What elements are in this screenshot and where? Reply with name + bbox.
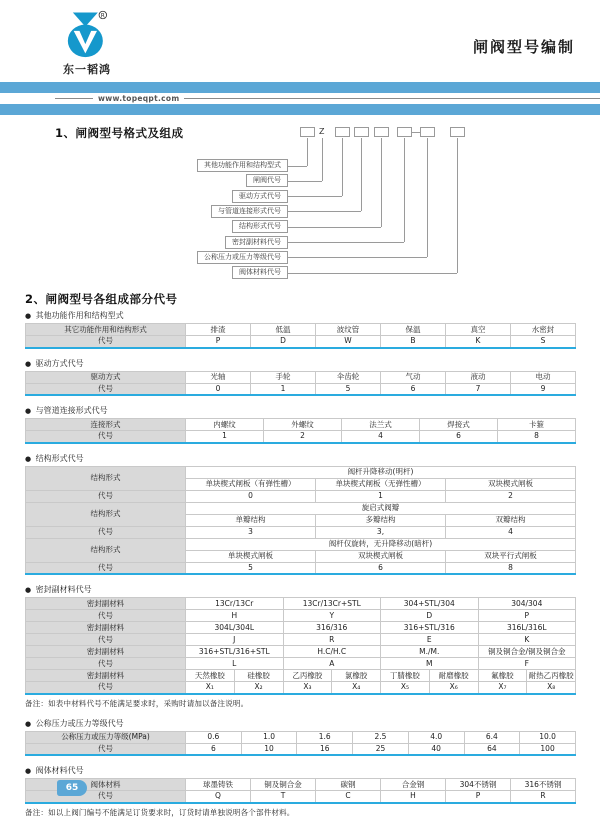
table-cell: K bbox=[478, 634, 576, 646]
row-header: 代号 bbox=[26, 791, 186, 803]
row-header: 其它功能作用和结构形式 bbox=[26, 324, 186, 336]
table-cell: 40 bbox=[408, 743, 464, 755]
table-row bbox=[26, 431, 576, 443]
table-cell: 1 bbox=[316, 490, 446, 502]
table-cell: 304+STL/304 bbox=[381, 598, 479, 610]
table-row bbox=[26, 598, 576, 610]
table-row bbox=[26, 466, 576, 478]
table-cell: 64 bbox=[464, 743, 520, 755]
table-cell: 10 bbox=[241, 743, 297, 755]
row-header: 阀体材料 bbox=[26, 779, 186, 791]
row-header: 代号 bbox=[26, 526, 186, 538]
table-cell: 单块楔式闸板（有弹性槽） bbox=[186, 478, 316, 490]
model-digit-box bbox=[300, 127, 315, 137]
table-row bbox=[26, 731, 576, 743]
row-header: 代号 bbox=[26, 682, 186, 694]
table-cell: 法兰式 bbox=[342, 419, 420, 431]
row-header: 密封副材料 bbox=[26, 622, 186, 634]
row-header: 代号 bbox=[26, 743, 186, 755]
table-cell: 6 bbox=[316, 562, 446, 574]
table-cell: 丁腈橡胶 bbox=[381, 670, 430, 682]
code-table bbox=[25, 778, 576, 804]
table-cell: 6 bbox=[186, 743, 242, 755]
row-header: 代号 bbox=[26, 431, 186, 443]
table-cell: 天然橡胶 bbox=[186, 670, 235, 682]
code-table-block bbox=[25, 405, 575, 444]
table-cell: 双块楔式闸板 bbox=[446, 478, 576, 490]
table-title-text: 驱动方式代号 bbox=[33, 358, 84, 368]
valve-type-code: Z bbox=[319, 127, 325, 136]
connector-line bbox=[342, 138, 343, 196]
connector-line bbox=[288, 196, 342, 197]
code-table-block bbox=[25, 584, 575, 709]
row-header: 代号 bbox=[26, 383, 186, 395]
table-cell: 8 bbox=[446, 562, 576, 574]
table-cell: T bbox=[251, 791, 316, 803]
table-cell: 氯橡胶 bbox=[332, 670, 381, 682]
bullet-icon: ● bbox=[25, 586, 32, 594]
table-row bbox=[26, 419, 576, 431]
table-cell: 0.6 bbox=[186, 731, 242, 743]
table-cell: C bbox=[316, 791, 381, 803]
company-logo-icon bbox=[61, 10, 113, 60]
row-header: 结构形式 bbox=[26, 466, 186, 490]
connector-line bbox=[288, 211, 361, 212]
table-title bbox=[25, 405, 575, 416]
code-table-block bbox=[25, 453, 575, 576]
table-cell: 4.0 bbox=[408, 731, 464, 743]
table-cell: P bbox=[186, 336, 251, 348]
table-cell: 卡箍 bbox=[498, 419, 576, 431]
page-number: 65 bbox=[65, 783, 79, 793]
table-title bbox=[25, 453, 575, 464]
bullet-icon: ● bbox=[25, 312, 32, 320]
row-header: 代号 bbox=[26, 336, 186, 348]
table-cell: 316/316 bbox=[283, 622, 381, 634]
website-stripe bbox=[0, 93, 600, 104]
table-cell: 3, bbox=[316, 526, 446, 538]
diagram-label: 阀体材料代号 bbox=[232, 266, 288, 279]
connector-line bbox=[457, 138, 458, 273]
bullet-icon: ● bbox=[25, 767, 32, 775]
table-cell: H bbox=[186, 610, 284, 622]
table-cell: X₄ bbox=[332, 682, 381, 694]
table-cell: 氟橡胶 bbox=[478, 670, 527, 682]
table-cell: 316不锈钢 bbox=[511, 779, 576, 791]
section-model-format bbox=[0, 115, 600, 291]
connector-line bbox=[288, 181, 322, 182]
table-cell: Y bbox=[283, 610, 381, 622]
divider-line bbox=[55, 98, 93, 99]
table-cell: 阀杆仅旋转，无升降移动(暗杆) bbox=[186, 538, 576, 550]
table-cell: 单瓣结构 bbox=[186, 514, 316, 526]
table-cell: 0 bbox=[186, 383, 251, 395]
table-cell: 外螺纹 bbox=[264, 419, 342, 431]
row-header: 代号 bbox=[26, 658, 186, 670]
connector-line bbox=[361, 138, 362, 211]
table-cell: 电动 bbox=[511, 371, 576, 383]
table-row bbox=[26, 779, 576, 791]
table-cell: X₇ bbox=[478, 682, 527, 694]
table-cell: 304L/304L bbox=[186, 622, 284, 634]
table-cell: W bbox=[316, 336, 381, 348]
table-cell: 3 bbox=[186, 526, 316, 538]
table-row bbox=[26, 622, 576, 634]
connector-line bbox=[288, 273, 457, 274]
connector-line bbox=[288, 166, 307, 167]
row-header: 密封副材料 bbox=[26, 670, 186, 682]
table-cell: 硅橡胶 bbox=[234, 670, 283, 682]
table-cell: Q bbox=[186, 791, 251, 803]
table-title-text: 阀体材料代号 bbox=[33, 766, 84, 775]
table-cell: D bbox=[251, 336, 316, 348]
code-table-block bbox=[25, 765, 575, 818]
table-cell: 耐磨橡胶 bbox=[429, 670, 478, 682]
page-number-badge bbox=[57, 780, 87, 796]
table-cell: 焊接式 bbox=[420, 419, 498, 431]
table-cell: 波纹管 bbox=[316, 324, 381, 336]
table-cell: J bbox=[186, 634, 284, 646]
table-row bbox=[26, 371, 576, 383]
brand-block bbox=[52, 10, 122, 77]
table-row bbox=[26, 670, 576, 682]
code-table bbox=[25, 731, 576, 757]
table-cell: H bbox=[381, 791, 446, 803]
table-cell: 单块楔式闸板（无弹性槽） bbox=[316, 478, 446, 490]
table-cell: 低温 bbox=[251, 324, 316, 336]
table-cell: 1.0 bbox=[241, 731, 297, 743]
table-cell: 304不锈钢 bbox=[446, 779, 511, 791]
section1-heading: 1、闸阀型号格式及组成 bbox=[55, 126, 184, 140]
table-cell: L bbox=[186, 658, 284, 670]
table-cell: 316+STL/316 bbox=[381, 622, 479, 634]
table-cell: H.C/H.C bbox=[283, 646, 381, 658]
table-cell: 伞齿轮 bbox=[316, 371, 381, 383]
table-row bbox=[26, 336, 576, 348]
table-title-text: 密封副材料代号 bbox=[33, 585, 92, 594]
table-cell: 多瓣结构 bbox=[316, 514, 446, 526]
table-cell: 0 bbox=[186, 490, 316, 502]
model-digit-box bbox=[420, 127, 435, 137]
svg-text:R: R bbox=[100, 13, 105, 20]
table-cell: B bbox=[381, 336, 446, 348]
table-row bbox=[26, 610, 576, 622]
connector-line bbox=[404, 138, 405, 242]
row-header: 代号 bbox=[26, 634, 186, 646]
table-cell: 8 bbox=[498, 431, 576, 443]
row-header: 结构形式 bbox=[26, 502, 186, 526]
bullet-icon: ● bbox=[25, 719, 32, 728]
table-cell: 316L/316L bbox=[478, 622, 576, 634]
table-cell: X₆ bbox=[429, 682, 478, 694]
table-cell: X₁ bbox=[186, 682, 235, 694]
connector-line bbox=[288, 227, 381, 228]
table-row bbox=[26, 324, 576, 336]
company-name: 东一韬鸿 bbox=[63, 63, 111, 76]
table-cell: 7 bbox=[446, 383, 511, 395]
table-cell: 双块楔式闸板 bbox=[316, 550, 446, 562]
table-cell: 6 bbox=[381, 383, 446, 395]
table-cell: X₃ bbox=[283, 682, 332, 694]
table-cell: 1.6 bbox=[297, 731, 353, 743]
table-title-text: 与管道连接形式代号 bbox=[33, 406, 108, 415]
table-cell: M./M. bbox=[381, 646, 479, 658]
table-row bbox=[26, 502, 576, 514]
row-header: 密封副材料 bbox=[26, 598, 186, 610]
table-cell: 手轮 bbox=[251, 371, 316, 383]
code-table bbox=[25, 597, 576, 695]
table-cell: P bbox=[446, 791, 511, 803]
diagram-label: 其他功能作用和结构型式 bbox=[197, 159, 288, 172]
table-cell: 阀杆升降移动(明杆) bbox=[186, 466, 576, 478]
website-url: www.topeqpt.com bbox=[98, 94, 180, 103]
table-row bbox=[26, 538, 576, 550]
table-cell: D bbox=[381, 610, 479, 622]
table-row bbox=[26, 682, 576, 694]
connector-line bbox=[288, 242, 404, 243]
model-digit-box bbox=[450, 127, 465, 137]
diagram-label: 与管道连接形式代号 bbox=[211, 205, 288, 218]
table-row bbox=[26, 634, 576, 646]
row-header: 密封副材料 bbox=[26, 646, 186, 658]
code-table bbox=[25, 418, 576, 444]
table-cell: 水密封 bbox=[511, 324, 576, 336]
table-cell: 铜及铜合金 bbox=[251, 779, 316, 791]
diagram-label: 结构形式代号 bbox=[232, 220, 288, 233]
table-title-text: 其他功能作用和结构型式 bbox=[33, 311, 124, 320]
table-cell: 耐热乙丙橡胶 bbox=[528, 670, 574, 680]
table-cell: M bbox=[381, 658, 479, 670]
table-cell: 6.4 bbox=[464, 731, 520, 743]
row-header: 驱动方式 bbox=[26, 371, 186, 383]
table-cell: 旋启式阀瓣 bbox=[186, 502, 576, 514]
table-cell: 保温 bbox=[381, 324, 446, 336]
model-dash bbox=[412, 132, 420, 133]
table-cell: 球墨铸铁 bbox=[186, 779, 251, 791]
code-table bbox=[25, 371, 576, 397]
model-digit-box bbox=[374, 127, 389, 137]
table-cell: 25 bbox=[353, 743, 409, 755]
table-row bbox=[26, 658, 576, 670]
table-row bbox=[26, 383, 576, 395]
code-table-block bbox=[25, 358, 575, 397]
row-header: 代号 bbox=[26, 610, 186, 622]
table-cell: 16 bbox=[297, 743, 353, 755]
table-title bbox=[25, 718, 575, 729]
table-cell: 合金钢 bbox=[381, 779, 446, 791]
table-cell: 5 bbox=[316, 383, 381, 395]
table-cell: 双瓣结构 bbox=[446, 514, 576, 526]
table-cell: 铜及铜合金/铜及铜合金 bbox=[478, 646, 576, 658]
table-cell: 2 bbox=[264, 431, 342, 443]
divider-line bbox=[184, 98, 600, 99]
connector-line bbox=[288, 257, 427, 258]
table-cell: 10.0 bbox=[520, 731, 576, 743]
connector-line bbox=[381, 138, 382, 227]
row-header: 代号 bbox=[26, 490, 186, 502]
table-row bbox=[26, 743, 576, 755]
page-header bbox=[0, 0, 600, 82]
table-title-text: 公称压力或压力等级代号 bbox=[33, 718, 124, 728]
table-title bbox=[25, 310, 575, 321]
table-cell: 双块平行式闸板 bbox=[446, 550, 576, 562]
code-table bbox=[25, 466, 576, 576]
header-band bbox=[0, 82, 600, 115]
table-cell: 内螺纹 bbox=[186, 419, 264, 431]
table-row bbox=[26, 562, 576, 574]
table-cell: 316+STL/316+STL bbox=[186, 646, 284, 658]
table-cell: R bbox=[283, 634, 381, 646]
table-cell: 9 bbox=[511, 383, 576, 395]
table-cell: 1 bbox=[251, 383, 316, 395]
model-digit-box bbox=[354, 127, 369, 137]
table-cell: 304/304 bbox=[478, 598, 576, 610]
connector-line bbox=[322, 138, 323, 181]
table-cell: R bbox=[511, 791, 576, 803]
table-cell: F bbox=[478, 658, 576, 670]
table-title bbox=[25, 765, 575, 776]
row-header: 连接形式 bbox=[26, 419, 186, 431]
row-header: 结构形式 bbox=[26, 538, 186, 562]
bullet-icon: ● bbox=[25, 359, 32, 368]
table-cell: 2 bbox=[446, 490, 576, 502]
table-cell: 4 bbox=[446, 526, 576, 538]
table-row bbox=[26, 526, 576, 538]
section-code-tables bbox=[0, 291, 600, 818]
bullet-icon: ● bbox=[25, 454, 32, 463]
table-cell: 100 bbox=[520, 743, 576, 755]
table-cell: 光轴 bbox=[186, 371, 251, 383]
table-cell: 液动 bbox=[446, 371, 511, 383]
table-cell: 6 bbox=[420, 431, 498, 443]
table-title bbox=[25, 584, 575, 595]
table-cell: 1 bbox=[186, 431, 264, 443]
table-note: 备注：如表中材料代号不能满足要求时，采购时请加以备注说明。 bbox=[25, 698, 249, 708]
row-header: 公称压力或压力等级(MPa) bbox=[26, 731, 186, 743]
table-cell: 4 bbox=[342, 431, 420, 443]
diagram-label: 驱动方式代号 bbox=[232, 190, 288, 203]
table-cell: 13Cr/13Cr+STL bbox=[283, 598, 381, 610]
table-cell: 2.5 bbox=[353, 731, 409, 743]
row-header: 代号 bbox=[26, 562, 186, 574]
table-row bbox=[26, 490, 576, 502]
table-cell: 碳钢 bbox=[316, 779, 381, 791]
table-cell: E bbox=[381, 634, 479, 646]
bullet-icon: ● bbox=[25, 407, 32, 415]
table-row bbox=[26, 791, 576, 803]
table-cell: S bbox=[511, 336, 576, 348]
code-table-block bbox=[25, 718, 575, 757]
table-cell: X₂ bbox=[234, 682, 283, 694]
model-format-diagram bbox=[0, 115, 600, 291]
table-cell: X₈ bbox=[527, 682, 576, 694]
model-digit-box bbox=[335, 127, 350, 137]
table-cell: 气动 bbox=[381, 371, 446, 383]
table-cell: 13Cr/13Cr bbox=[186, 598, 284, 610]
table-note: 备注：如以上阀门编号不能满足订货要求时，订货时请单独说明各个部件材料。 bbox=[25, 807, 295, 817]
table-cell: P bbox=[478, 610, 576, 622]
table-title-text: 结构形式代号 bbox=[33, 453, 84, 463]
code-tables-container bbox=[25, 310, 575, 818]
code-table-block bbox=[25, 310, 575, 349]
connector-line bbox=[307, 138, 308, 166]
table-title bbox=[25, 358, 575, 369]
table-row bbox=[26, 646, 576, 658]
code-table bbox=[25, 323, 576, 349]
table-cell: 排渣 bbox=[186, 324, 251, 336]
table-cell: X₅ bbox=[381, 682, 430, 694]
table-cell: A bbox=[283, 658, 381, 670]
table-cell: 单块楔式闸板 bbox=[186, 550, 316, 562]
table-cell: 乙丙橡胶 bbox=[283, 670, 332, 682]
diagram-label: 密封副材料代号 bbox=[225, 236, 288, 249]
page-title: 闸阀型号编制 bbox=[472, 38, 575, 56]
diagram-label: 公称压力或压力等级代号 bbox=[197, 251, 288, 264]
diagram-label: 闸阀代号 bbox=[246, 174, 288, 187]
table-cell: 真空 bbox=[446, 324, 511, 336]
connector-line bbox=[427, 138, 428, 257]
section2-heading: 2、闸阀型号各组成部分代号 bbox=[25, 292, 178, 306]
table-cell: 5 bbox=[186, 562, 316, 574]
table-cell: K bbox=[446, 336, 511, 348]
model-digit-box bbox=[397, 127, 412, 137]
